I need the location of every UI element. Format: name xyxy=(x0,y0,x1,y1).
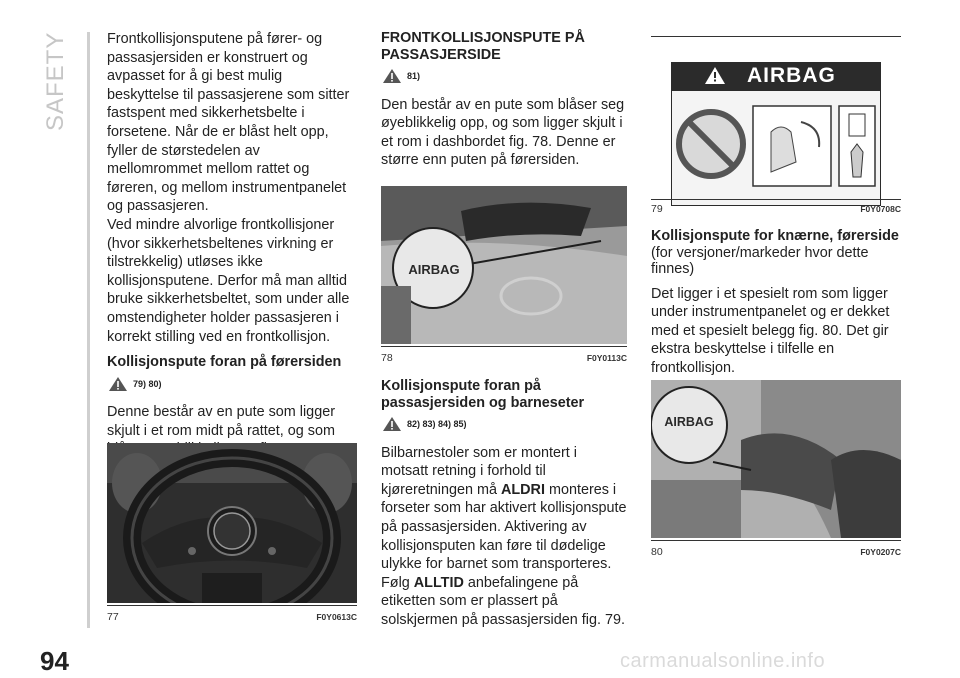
figure-79 xyxy=(651,36,901,216)
figure-79-code: F0Y0708C xyxy=(860,204,901,214)
passenger-airbag-paragraph: Den består av en pute som blåser seg øyeblikkelig opp, og som ligger skjult i et rom i dashbordet fig. 78. Denne er større enn puten på førersiden. xyxy=(381,96,625,169)
column-2-lower xyxy=(381,378,627,630)
figure-80-number: 80 xyxy=(651,546,663,558)
column-2 xyxy=(381,30,627,170)
knee-airbag-heading: Kollisjonspute for knærne, førerside xyxy=(651,228,899,244)
figure-78-number: 78 xyxy=(381,352,393,364)
steering-wheel-photo xyxy=(107,443,357,603)
knee-airbag-paragraph: Det ligger i et spesielt rom som ligger under instrumentpanelet og er dekket med et spesielt belegg fig. 80. Det gir ekstra beskyttelse i tilfelle en frontkollisjon. xyxy=(651,285,890,376)
child-seat-heading: Kollisjonspute foran på passasjersiden og barneseter xyxy=(381,378,585,411)
knee-airbag-callout-label: AIRBAG xyxy=(664,415,714,429)
airbag-callout-label: AIRBAG xyxy=(408,262,460,277)
figure-79-number: 79 xyxy=(651,203,663,215)
page-number: 94 xyxy=(40,646,69,676)
section-label: SAFETY xyxy=(42,32,69,132)
warning-refs xyxy=(107,375,357,394)
column-3-text xyxy=(651,228,901,377)
intro-paragraph: Frontkollisjonsputene på fører- og passasjersiden er konstruert og avpasset for å gi best mulig beskyttelse til passasjerene som sitter fastspent med sikkerhetsbelte i forsetene. Når de er blåst helt opp, fyller de størstedelen av mellomrommet mellom rattet og føreren, og mellom instrumentpanelet og passasjeren. xyxy=(107,31,350,215)
figure-80-code: F0Y0207C xyxy=(860,547,901,557)
knee-airbag-subheading: (for versjoner/markeder hvor dette finnes) xyxy=(651,244,869,277)
figure-78-code: F0Y0113C xyxy=(586,353,627,363)
warning-triangle-icon xyxy=(381,68,403,84)
column-1 xyxy=(107,30,357,459)
figure-77 xyxy=(107,443,357,633)
airbag-label-title: AIRBAG xyxy=(747,64,836,87)
knee-airbag-photo xyxy=(651,380,901,538)
passenger-airbag-heading: FRONTKOLLISJONSPUTE PÅ PASSASJERSIDE xyxy=(381,30,585,63)
driver-airbag-heading: Kollisjonspute foran på førersiden xyxy=(107,354,342,371)
warning-refs-text: 79) 80) xyxy=(133,378,162,389)
warning-refs-text: 82) 83) 84) 85) xyxy=(407,419,467,429)
figure-77-number: 77 xyxy=(107,611,119,623)
warning-refs-2 xyxy=(381,67,627,86)
warning-triangle-icon xyxy=(381,416,403,432)
figure-77-code: F0Y0613C xyxy=(316,612,357,622)
figure-78 xyxy=(381,186,627,368)
driver-airbag-paragraph: Denne består av en pute som ligger skjult i et rom midt på rattet, og som xyxy=(107,404,335,439)
child-seat-paragraph: Bilbarnestoler som er montert i motsatt retning i forhold til kjøreretningen må ALDRI monteres i forseter som har aktivert kollisjonspute på passasjersiden. Aktivering av kollisjonsputen kan føre til dødelige ulykke for barnet som transporteres. Følg ALLTID anbefalingene på etiketten som er plassert på solskjermen på passasjersiden fig. 79. xyxy=(381,444,627,628)
warning-refs-3 xyxy=(381,415,627,434)
figure-80 xyxy=(651,380,901,562)
warning-triangle-icon xyxy=(107,376,129,392)
watermark: carmanualsonline.info xyxy=(620,650,826,672)
minor-collision-paragraph: Ved mindre alvorlige frontkollisjoner (hvor sikkerhetsbeltenes virkning er tilstrekkelig) utløses ikke kollisjonsputene. Derfor må man alltid bruke sikkerhetsbeltet, som under alle omstendigheter holder passasjeren i korrekt stilling ved en frontkollisjon. xyxy=(107,216,350,345)
side-rule xyxy=(87,32,90,628)
warning-refs-text: 81) xyxy=(407,71,421,81)
